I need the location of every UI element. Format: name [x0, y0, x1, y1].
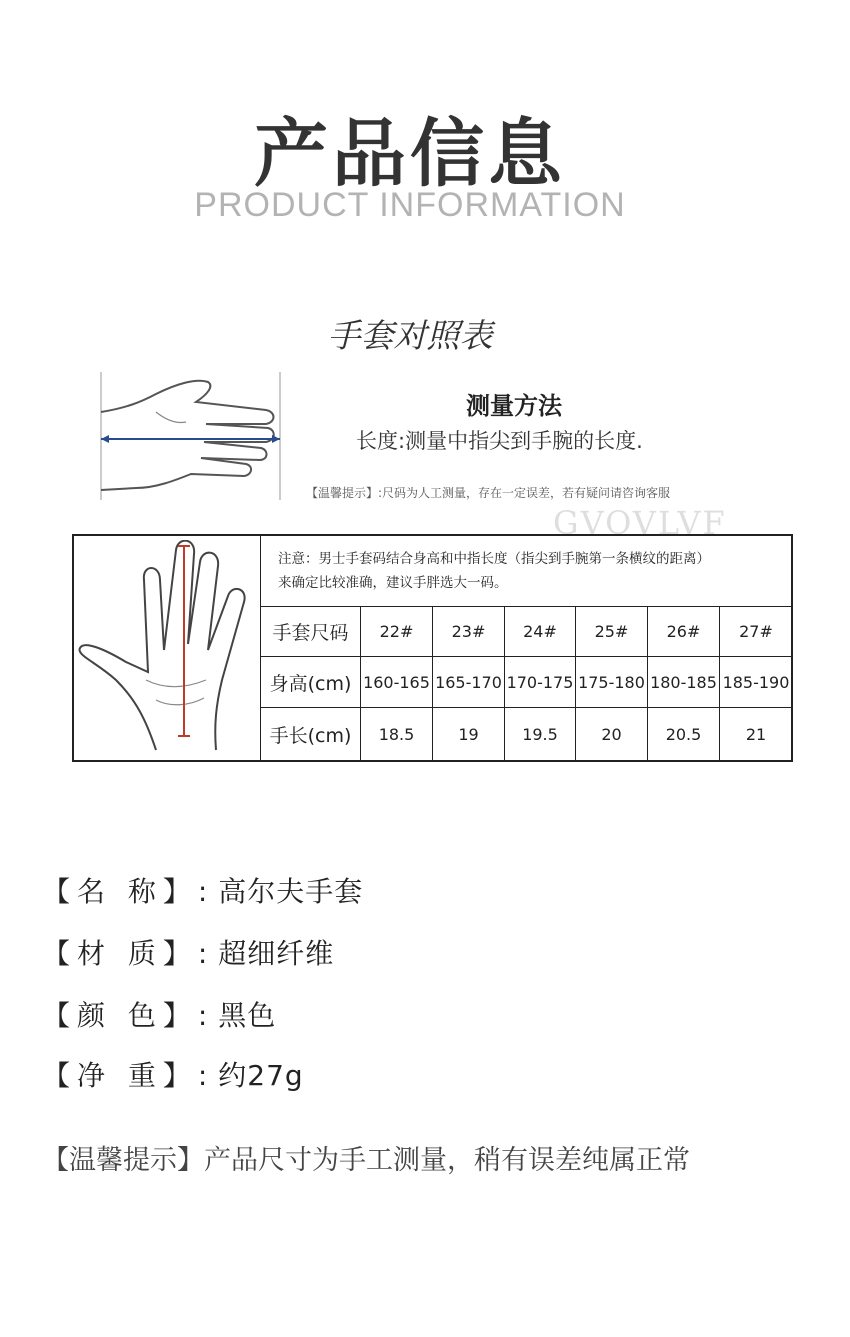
spec-key: 【名 称】 [42, 875, 198, 908]
spec-colon: : [197, 999, 219, 1032]
table-cell-size: 27# [739, 622, 773, 641]
size-note [278, 547, 788, 595]
spec-value: 约27g [218, 1059, 304, 1092]
table-cell-size: 26# [666, 622, 701, 641]
footer-tip: 【温馨提示】产品尺寸为手工测量，稍有误差纯属正常 [42, 1145, 690, 1176]
spec-row-material [42, 932, 334, 972]
spec-row-color [42, 994, 276, 1034]
table-cell-height: 160-165 [363, 672, 430, 692]
row-header-hand-length: 手长(cm) [269, 725, 352, 747]
table-cell-height: 170-175 [506, 672, 574, 692]
spec-key: 【颜 色】 [42, 999, 198, 1032]
spec-colon: : [197, 937, 219, 970]
size-note-line: 来确定比较准确，建议手胖选大一码。 [278, 575, 508, 591]
table-cell-size: 24# [523, 622, 557, 641]
palm-illustration [76, 540, 260, 758]
size-chart-title: 手套对照表 [327, 316, 493, 355]
spec-value: 超细纤维 [218, 937, 335, 970]
spec-colon: : [197, 1059, 219, 1092]
measure-tip: 【温馨提示】:尺码为人工测量，存在一定误差，若有疑问请咨询客服 [306, 486, 671, 500]
row-header-size: 手套尺码 [272, 622, 349, 644]
row-header-height: 身高(cm) [269, 672, 352, 695]
table-cell-size: 25# [594, 622, 629, 641]
table-cell-height: 175-180 [578, 672, 645, 692]
page-subtitle: PRODUCT INFORMATION [194, 186, 626, 224]
table-cell-hand-length: 18.5 [378, 725, 415, 744]
spec-value: 高尔夫手套 [218, 875, 364, 908]
table-cell-hand-length: 21 [745, 725, 767, 744]
table-cell-hand-length: 20 [601, 725, 622, 744]
method-title: 测量方法 [466, 392, 562, 420]
spec-value: 黑色 [218, 999, 277, 1032]
table-cell-height: 165-170 [435, 672, 502, 692]
spec-key: 【材 质】 [42, 937, 198, 970]
brand-watermark: GVOVLVF [553, 504, 727, 542]
table-cell-height: 185-190 [722, 672, 790, 692]
page-title: 产品信息 [254, 111, 566, 197]
table-cell-size: 23# [451, 622, 486, 641]
spec-row-weight [42, 1054, 304, 1094]
size-note-line: 注意：男士手套码结合身高和中指长度（指尖到手腕第一条横纹的距离） [278, 551, 710, 567]
spec-key: 【净 重】 [42, 1059, 198, 1092]
method-description: 长度:测量中指尖到手腕的长度. [356, 429, 643, 453]
table-cell-height: 180-185 [650, 672, 717, 692]
table-cell-hand-length: 19.5 [522, 725, 558, 744]
spec-colon: : [197, 875, 219, 908]
table-cell-size: 22# [379, 622, 414, 641]
hand-measure-illustration [96, 372, 296, 502]
table-cell-hand-length: 19 [458, 725, 479, 744]
spec-row-name [42, 870, 363, 910]
table-cell-hand-length: 20.5 [665, 725, 702, 744]
